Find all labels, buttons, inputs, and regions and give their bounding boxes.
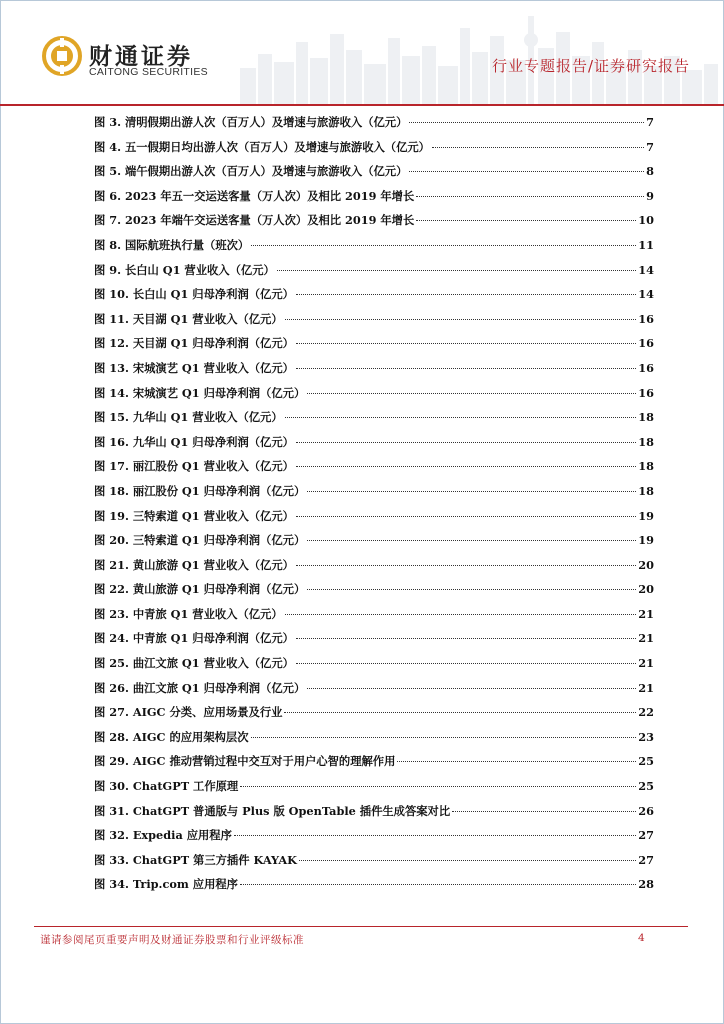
toc-entry-label: 图 19. 三特索道 Q1 营业收入（亿元） [94,508,294,523]
toc-entry[interactable] [94,557,654,582]
toc-entry-label: 图 8. 国际航班执行量（班次） [94,237,250,252]
toc-entry-label: 图 14. 宋城演艺 Q1 归母净利润（亿元） [94,385,306,400]
toc-entry[interactable] [94,680,654,705]
toc-entry-page: 9 [646,188,654,203]
toc-entry-label: 图 5. 端午假期出游人次（百万人）及增速与旅游收入（亿元） [94,164,408,179]
toc-entry[interactable] [94,311,654,336]
toc-dot-leader [296,294,636,295]
toc-entry[interactable] [94,704,654,729]
toc-entry-label: 图 26. 曲江文旅 Q1 归母净利润（亿元） [94,680,306,695]
toc-dot-leader [307,688,636,689]
toc-dot-leader [307,491,636,492]
toc-dot-leader [296,565,636,566]
footer-divider [34,926,688,927]
toc-dot-leader [296,466,636,467]
toc-entry-page: 21 [638,680,654,695]
toc-entry-label: 图 15. 九华山 Q1 营业收入（亿元） [94,410,283,425]
toc-entry-page: 18 [638,459,654,474]
toc-entry-label: 图 9. 长白山 Q1 营业收入（亿元） [94,262,275,277]
header-divider [0,104,724,106]
toc-entry-page: 7 [646,139,654,154]
toc-entry-label: 图 3. 清明假期出游人次（百万人）及增速与旅游收入（亿元） [94,115,408,129]
toc-entry[interactable] [94,360,654,385]
footer-disclaimer: 谨请参阅尾页重要声明及财通证券股票和行业评级标准 [40,934,304,946]
toc-entry[interactable] [94,729,654,754]
toc-entry[interactable] [94,163,654,188]
toc-dot-leader [432,147,644,148]
toc-entry-label: 图 24. 中青旅 Q1 归母净利润（亿元） [94,631,294,646]
toc-entry-label: 图 20. 三特索道 Q1 归母净利润（亿元） [94,533,306,548]
toc-entry-page: 16 [638,336,654,351]
toc-entry[interactable] [94,778,654,803]
toc-entry-label: 图 31. ChatGPT 普通版与 Plus 版 OpenTable 插件生成答案对比 [94,803,451,818]
toc-entry[interactable] [94,237,654,262]
toc-entry-page: 18 [638,434,654,449]
toc-entry-page: 7 [646,115,654,129]
toc-dot-leader [307,589,636,590]
toc-dot-leader [296,638,636,639]
toc-entry-page: 22 [638,705,654,720]
toc-entry-label: 图 11. 天目湖 Q1 营业收入（亿元） [94,311,283,326]
toc-entry-page: 20 [638,582,654,597]
toc-dot-leader [296,368,636,369]
toc-entry-label: 图 23. 中青旅 Q1 营业收入（亿元） [94,606,283,621]
toc-entry-label: 图 17. 丽江股份 Q1 营业收入（亿元） [94,459,294,474]
toc-entry-page: 26 [638,803,654,818]
toc-entry[interactable] [94,630,654,655]
toc-dot-leader [296,516,636,517]
toc-entry[interactable] [94,753,654,778]
toc-entry-page: 23 [638,729,654,744]
toc-dot-leader [284,712,636,713]
toc-entry-label: 图 25. 曲江文旅 Q1 营业收入（亿元） [94,656,294,671]
toc-entry-label: 图 34. Trip.com 应用程序 [94,877,238,892]
toc-dot-leader [296,343,636,344]
toc-entry[interactable] [94,385,654,410]
toc-entry-label: 图 10. 长白山 Q1 归母净利润（亿元） [94,287,294,302]
toc-entry-page: 19 [638,533,654,548]
toc-entry-page: 21 [638,656,654,671]
toc-dot-leader [240,884,636,885]
toc-entry[interactable] [94,827,654,852]
caitong-logo-icon [42,36,82,76]
toc-entry-label: 图 16. 九华山 Q1 归母净利润（亿元） [94,434,294,449]
toc-dot-leader [285,614,637,615]
logo-chinese-name: 财通证券 [89,44,193,70]
toc-entry-page: 10 [638,213,654,228]
page-number: 4 [638,932,645,944]
toc-entry-label: 图 12. 天目湖 Q1 归母净利润（亿元） [94,336,294,351]
toc-entry[interactable] [94,114,654,139]
page-header [0,0,724,106]
toc-entry-page: 21 [638,631,654,646]
toc-entry-label: 图 30. ChatGPT 工作原理 [94,779,239,794]
logo-english-name: CAITONG SECURITIES [89,66,208,78]
toc-entry-page: 14 [638,262,654,277]
toc-entry[interactable] [94,409,654,434]
toc-dot-leader [452,811,636,812]
toc-dot-leader [285,417,637,418]
toc-entry[interactable] [94,286,654,311]
toc-dot-leader [285,319,637,320]
toc-entry[interactable] [94,876,654,901]
toc-dot-leader [416,196,644,197]
toc-dot-leader [234,835,636,836]
toc-entry-label: 图 33. ChatGPT 第三方插件 KAYAK [94,852,297,867]
toc-entry-page: 25 [638,754,654,769]
toc-dot-leader [251,737,637,738]
figure-index-list [94,114,654,901]
toc-dot-leader [409,122,644,123]
toc-dot-leader [307,540,636,541]
toc-entry[interactable] [94,335,654,360]
toc-entry[interactable] [94,212,654,237]
toc-dot-leader [277,270,636,271]
toc-entry-page: 27 [638,852,654,867]
toc-entry-page: 14 [638,287,654,302]
toc-entry[interactable] [94,262,654,287]
toc-dot-leader [416,220,636,221]
toc-entry[interactable] [94,581,654,606]
toc-entry-label: 图 7. 2023 年端午交运送客量（万人次）及相比 2019 年增长 [94,213,415,228]
toc-entry[interactable] [94,458,654,483]
toc-dot-leader [296,442,636,443]
toc-dot-leader [296,663,636,664]
toc-entry-page: 25 [638,779,654,794]
toc-entry-label: 图 18. 丽江股份 Q1 归母净利润（亿元） [94,483,306,498]
toc-entry-page: 16 [638,360,654,375]
toc-entry-label: 图 29. AIGC 推动营销过程中交互对于用户心智的理解作用 [94,754,396,769]
toc-entry-label: 图 22. 黄山旅游 Q1 归母净利润（亿元） [94,582,306,597]
toc-entry[interactable] [94,434,654,459]
toc-entry-page: 18 [638,483,654,498]
report-type-title: 行业专题报告/证券研究报告 [491,57,690,75]
toc-entry[interactable] [94,483,654,508]
toc-entry-label: 图 27. AIGC 分类、应用场景及行业 [94,705,283,720]
toc-entry[interactable] [94,508,654,533]
toc-entry-page: 18 [638,410,654,425]
toc-entry[interactable] [94,852,654,877]
toc-entry[interactable] [94,139,654,164]
toc-entry-label: 图 13. 宋城演艺 Q1 营业收入（亿元） [94,360,294,375]
toc-dot-leader [299,860,636,861]
toc-dot-leader [307,393,636,394]
toc-entry[interactable] [94,655,654,680]
toc-entry-label: 图 4. 五一假期日均出游人次（百万人）及增速与旅游收入（亿元） [94,139,430,154]
toc-entry-page: 11 [638,237,654,252]
toc-entry-page: 28 [638,877,654,892]
toc-entry-page: 19 [638,508,654,523]
toc-entry-page: 20 [638,557,654,572]
toc-entry-label: 图 21. 黄山旅游 Q1 营业收入（亿元） [94,557,294,572]
toc-entry[interactable] [94,803,654,828]
toc-entry-page: 27 [638,828,654,843]
toc-entry-label: 图 32. Expedia 应用程序 [94,828,232,843]
toc-entry[interactable] [94,188,654,213]
toc-entry-page: 16 [638,385,654,400]
toc-entry[interactable] [94,532,654,557]
toc-entry-page: 21 [638,606,654,621]
toc-entry-page: 8 [646,164,654,179]
toc-dot-leader [409,171,644,172]
toc-dot-leader [251,245,636,246]
toc-dot-leader [397,761,636,762]
toc-dot-leader [240,786,636,787]
toc-entry-page: 16 [638,311,654,326]
toc-entry[interactable] [94,606,654,631]
toc-entry-label: 图 28. AIGC 的应用架构层次 [94,729,249,744]
toc-entry-label: 图 6. 2023 年五一交运送客量（万人次）及相比 2019 年增长 [94,188,415,203]
